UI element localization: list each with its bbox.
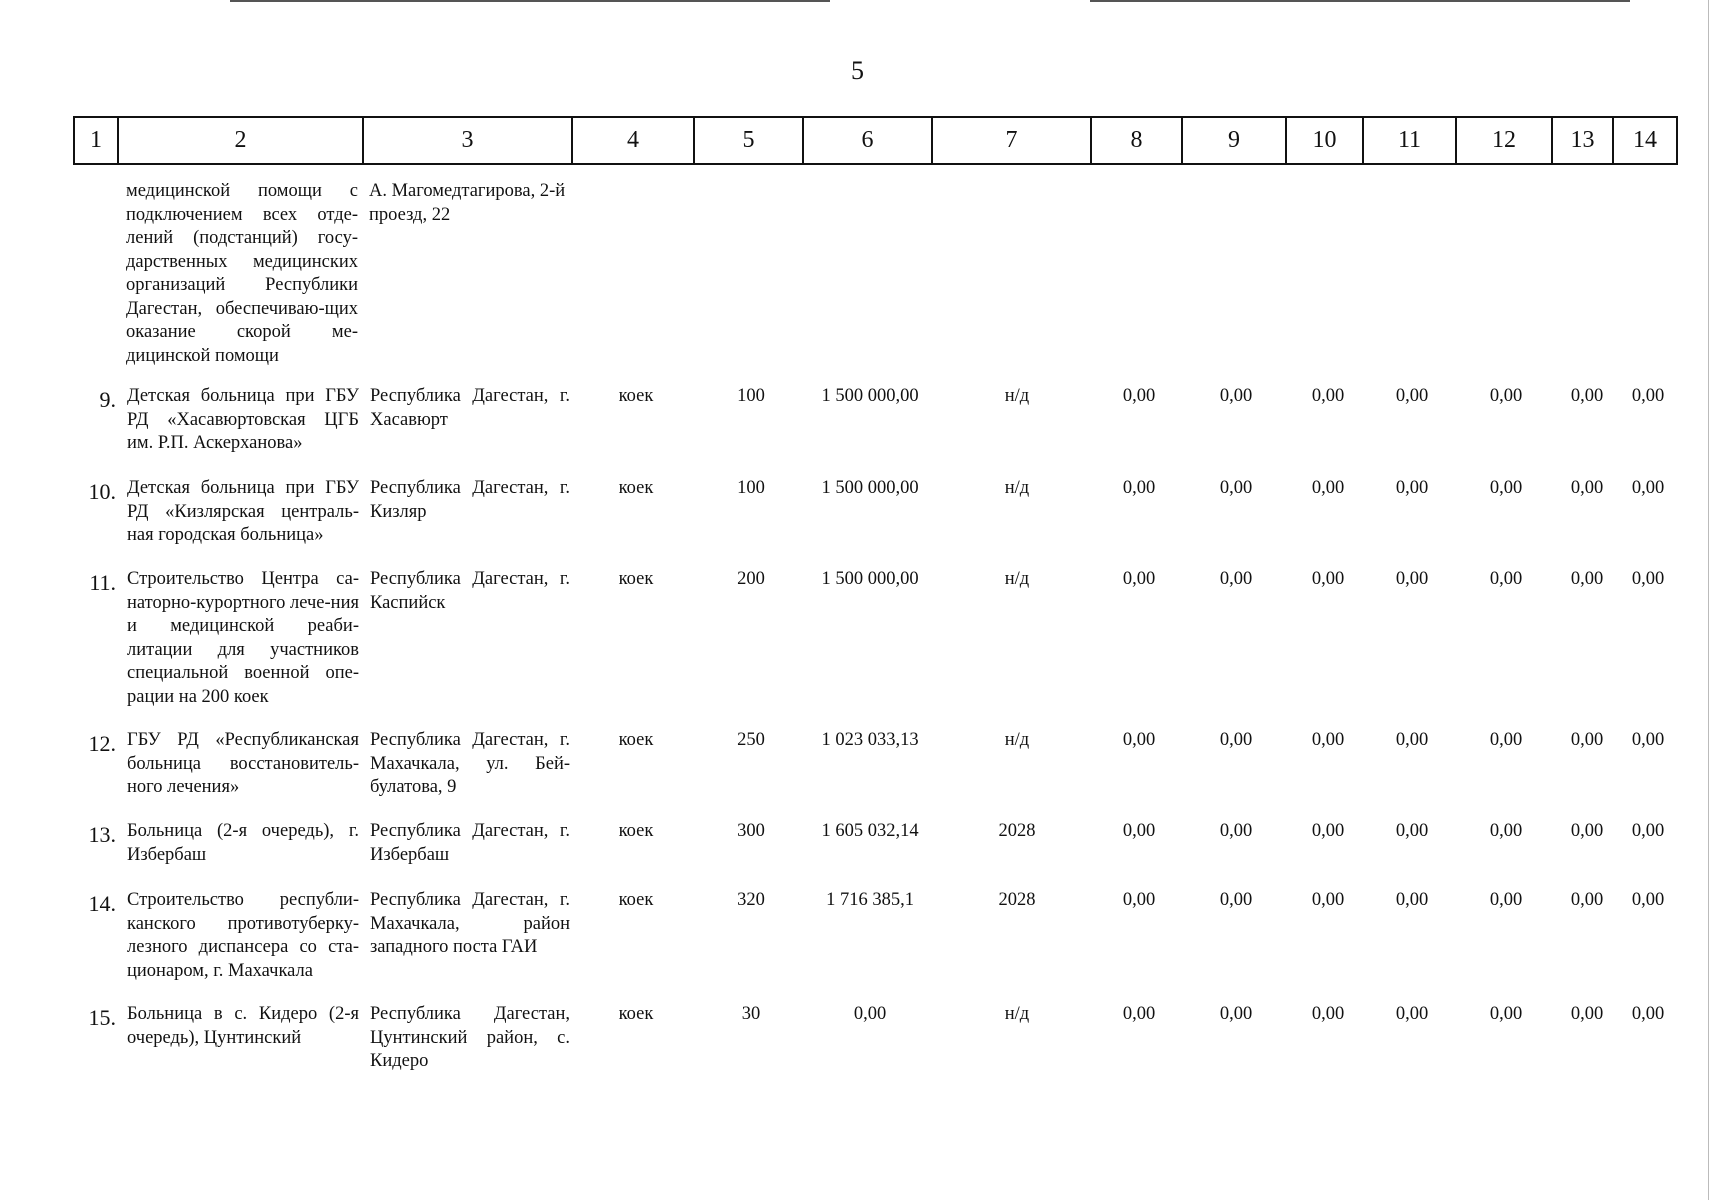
completion-year: 2028: [998, 821, 1036, 841]
value-col-13: 0,00: [1570, 386, 1604, 406]
capacity-value: 320: [737, 890, 765, 910]
completion-year: 2028: [998, 890, 1036, 910]
object-address: Республика Дагестан, г. Избербаш: [370, 821, 570, 865]
value-col-10: 0,00: [1311, 386, 1345, 406]
header-row: [74, 117, 1677, 164]
header-col-12: 12: [1456, 117, 1552, 164]
top-border-right: [1090, 0, 1630, 2]
capacity-unit: коек: [618, 478, 654, 498]
value-col-14: 0,00: [1631, 821, 1665, 841]
completion-year: н/д: [1004, 730, 1030, 750]
value-col-13: 0,00: [1570, 478, 1604, 498]
capacity-unit: коек: [618, 730, 654, 750]
header-col-6: 6: [803, 117, 932, 164]
value-col-13: 0,00: [1570, 730, 1604, 750]
value-col-10: 0,00: [1311, 1004, 1345, 1024]
value-col-11: 0,00: [1395, 569, 1429, 589]
estimated-cost: 0,00: [853, 1004, 887, 1024]
row-number: 15.: [88, 1005, 116, 1030]
value-col-10: 0,00: [1311, 890, 1345, 910]
object-name: Строительство Центра са-наторно-курортного лече-ния и медицинской реаби-литации для участников специальной военной опе-рации на 200 коек: [127, 569, 359, 707]
capacity-value: 100: [737, 478, 765, 498]
header-col-8: 8: [1091, 117, 1182, 164]
estimated-cost: 1 500 000,00: [821, 478, 919, 498]
column-header-table: [73, 116, 1678, 165]
value-col-12: 0,00: [1489, 821, 1523, 841]
header-col-9: 9: [1182, 117, 1286, 164]
object-name: ГБУ РД «Республиканская больница восстановитель-ного лечения»: [127, 730, 359, 797]
object-address: Республика Дагестан, г. Кизляр: [370, 478, 570, 522]
capacity-value: 300: [737, 821, 765, 841]
header-col-4: 4: [572, 117, 694, 164]
value-col-9: 0,00: [1219, 386, 1253, 406]
capacity-unit: коек: [618, 386, 654, 406]
row-number: 13.: [88, 822, 116, 847]
header-col-5: 5: [694, 117, 803, 164]
value-col-9: 0,00: [1219, 730, 1253, 750]
header-col-2: 2: [118, 117, 363, 164]
estimated-cost: 1 023 033,13: [821, 730, 919, 750]
value-col-9: 0,00: [1219, 821, 1253, 841]
estimated-cost: 1 716 385,1: [826, 890, 914, 910]
estimated-cost: 1 500 000,00: [821, 386, 919, 406]
row-number: 11.: [89, 570, 116, 595]
estimated-cost: 1 500 000,00: [821, 569, 919, 589]
header-col-11: 11: [1363, 117, 1456, 164]
value-col-14: 0,00: [1631, 890, 1665, 910]
value-col-10: 0,00: [1311, 821, 1345, 841]
value-col-11: 0,00: [1395, 821, 1429, 841]
value-col-9: 0,00: [1219, 478, 1253, 498]
capacity-unit: коек: [618, 890, 654, 910]
value-col-14: 0,00: [1631, 1004, 1665, 1024]
capacity-value: 30: [741, 1004, 761, 1024]
capacity-value: 100: [737, 386, 765, 406]
value-col-14: 0,00: [1631, 386, 1665, 406]
value-col-11: 0,00: [1395, 890, 1429, 910]
value-col-10: 0,00: [1311, 478, 1345, 498]
value-col-9: 0,00: [1219, 890, 1253, 910]
value-col-12: 0,00: [1489, 478, 1523, 498]
value-col-14: 0,00: [1631, 478, 1665, 498]
object-name: Больница в с. Кидеро (2-я очередь), Цунтинский: [127, 1004, 359, 1048]
value-col-8: 0,00: [1122, 730, 1156, 750]
object-name: Детская больница при ГБУ РД «Хасавюртовская ЦГБ им. Р.П. Аскерханова»: [127, 386, 359, 453]
completion-year: н/д: [1004, 1004, 1030, 1024]
object-name: Детская больница при ГБУ РД «Кизлярская централь-ная городская больница»: [127, 478, 359, 545]
value-col-8: 0,00: [1122, 1004, 1156, 1024]
capacity-unit: коек: [618, 1004, 654, 1024]
value-col-12: 0,00: [1489, 386, 1523, 406]
header-col-7: 7: [932, 117, 1091, 164]
value-col-8: 0,00: [1122, 478, 1156, 498]
value-col-11: 0,00: [1395, 1004, 1429, 1024]
header-col-13: 13: [1552, 117, 1613, 164]
object-address: Республика Дагестан, г. Каспийск: [370, 569, 570, 613]
value-col-12: 0,00: [1489, 890, 1523, 910]
top-border-left: [230, 0, 830, 2]
value-col-8: 0,00: [1122, 890, 1156, 910]
value-col-14: 0,00: [1631, 569, 1665, 589]
value-col-9: 0,00: [1219, 569, 1253, 589]
continuation-name: медицинской помощи с подключением всех отде-лений (подстанций) госу-дарственных медицинских организаций Республики Дагестан, обеспечиваю-щих оказание скорой ме-дицинской помощи: [126, 181, 358, 366]
completion-year: н/д: [1004, 478, 1030, 498]
value-col-10: 0,00: [1311, 569, 1345, 589]
completion-year: н/д: [1004, 569, 1030, 589]
object-name: Строительство республи-канского противотуберку-лезного диспансера со ста-ционаром, г. Махачкала: [127, 890, 359, 981]
row-number: 14.: [88, 891, 116, 916]
value-col-8: 0,00: [1122, 569, 1156, 589]
estimated-cost: 1 605 032,14: [821, 821, 919, 841]
continuation-address: А. Магомедтагирова, 2-й проезд, 22: [369, 181, 566, 225]
value-col-13: 0,00: [1570, 821, 1604, 841]
row-number: 10.: [88, 479, 116, 504]
value-col-8: 0,00: [1122, 386, 1156, 406]
value-col-12: 0,00: [1489, 569, 1523, 589]
object-address: Республика Дагестан, г. Хасавюрт: [370, 386, 570, 430]
object-address: Республика Дагестан, г. Махачкала, район западного поста ГАИ: [370, 890, 570, 957]
value-col-11: 0,00: [1395, 730, 1429, 750]
object-address: Республика Дагестан, г. Махачкала, ул. Бей-булатова, 9: [370, 730, 570, 797]
row-number: 12.: [88, 731, 116, 756]
value-col-9: 0,00: [1219, 1004, 1253, 1024]
header-col-1: 1: [74, 117, 118, 164]
value-col-13: 0,00: [1570, 890, 1604, 910]
value-col-11: 0,00: [1395, 386, 1429, 406]
value-col-10: 0,00: [1311, 730, 1345, 750]
row-number: 9.: [99, 387, 116, 412]
header-col-10: 10: [1286, 117, 1363, 164]
header-col-3: 3: [363, 117, 572, 164]
value-col-11: 0,00: [1395, 478, 1429, 498]
object-name: Больница (2-я очередь), г. Избербаш: [127, 821, 359, 865]
value-col-12: 0,00: [1489, 1004, 1523, 1024]
header-col-14: 14: [1613, 117, 1677, 164]
page-edge: [1708, 0, 1709, 1200]
page-number: 5: [851, 56, 864, 85]
capacity-unit: коек: [618, 569, 654, 589]
completion-year: н/д: [1004, 386, 1030, 406]
object-address: Республика Дагестан, Цунтинский район, с. Кидеро: [370, 1004, 570, 1071]
capacity-unit: коек: [618, 821, 654, 841]
value-col-13: 0,00: [1570, 1004, 1604, 1024]
value-col-13: 0,00: [1570, 569, 1604, 589]
value-col-8: 0,00: [1122, 821, 1156, 841]
value-col-14: 0,00: [1631, 730, 1665, 750]
value-col-12: 0,00: [1489, 730, 1523, 750]
capacity-value: 250: [737, 730, 765, 750]
capacity-value: 200: [737, 569, 765, 589]
